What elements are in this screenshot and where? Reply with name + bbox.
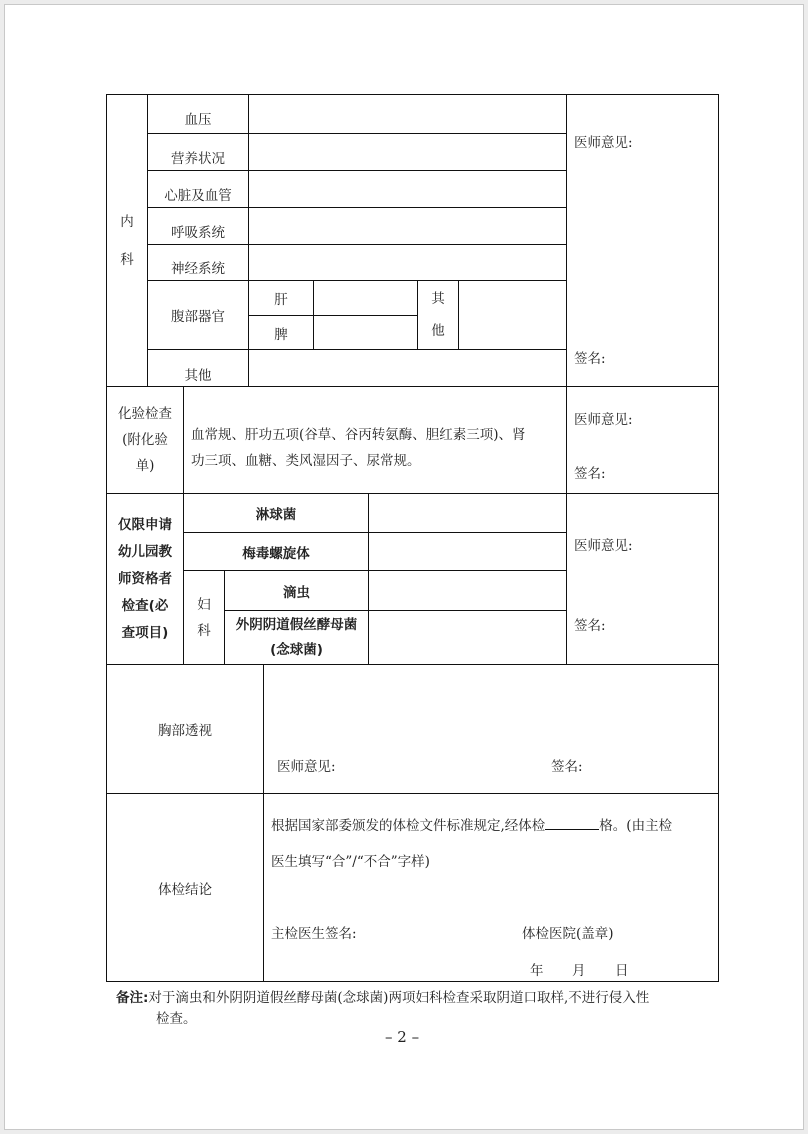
- liver-label: 肝: [248, 280, 314, 316]
- row-label-abdomen: 腹部器官: [147, 280, 249, 350]
- kindergarten-sign-label: 签名:: [574, 618, 606, 634]
- lab-sign-label: 签名:: [574, 466, 606, 482]
- chest-xray-label: 胸部透视: [106, 664, 264, 794]
- field-heart[interactable]: [248, 170, 567, 208]
- field-nutrition[interactable]: [248, 133, 567, 171]
- candida-label: 外阴阴道假丝酵母菌 (念球菌): [224, 610, 369, 665]
- kindergarten-label: 仅限申请 幼儿园教 师资格者 检查(必 查项目): [106, 493, 184, 665]
- internal-opinion-box[interactable]: [566, 94, 719, 387]
- field-nervous[interactable]: [248, 244, 567, 281]
- internal-char-2: 科: [120, 251, 134, 268]
- field-blood-pressure[interactable]: [248, 94, 567, 134]
- date-month-label: 月: [572, 963, 586, 979]
- spleen-label: 脾: [248, 315, 314, 350]
- internal-char-1: 内: [120, 213, 134, 230]
- field-gonorrhea[interactable]: [368, 493, 567, 533]
- form-page: [4, 4, 804, 1130]
- chief-doctor-sign-label: 主检医生签名:: [271, 926, 357, 942]
- conclusion-result-blank[interactable]: [545, 815, 599, 830]
- row-label-respiratory: 呼吸系统: [147, 207, 249, 245]
- gynecology-label: 妇 科: [183, 570, 225, 665]
- kindergarten-opinion-box[interactable]: [566, 493, 719, 665]
- field-candida[interactable]: [368, 610, 567, 665]
- gonorrhea-label: 淋球菌: [183, 493, 369, 533]
- chest-xray-box[interactable]: [263, 664, 719, 794]
- internal-opinion-label: 医师意见:: [574, 135, 633, 151]
- lab-label: 化验检查 (附化验 单): [106, 386, 184, 494]
- kindergarten-opinion-label: 医师意见:: [574, 538, 633, 554]
- lab-items-line-2: 功三项、血糖、类风湿因子、尿常规。: [191, 453, 421, 469]
- lab-items: [183, 386, 567, 494]
- note-label: 备注:: [116, 990, 149, 1006]
- field-liver[interactable]: [313, 280, 418, 316]
- field-spleen[interactable]: [313, 315, 418, 350]
- row-label-nutrition: 营养状况: [147, 133, 249, 171]
- trichomonas-label: 滴虫: [224, 570, 369, 611]
- conclusion-box[interactable]: [263, 793, 719, 982]
- conclusion-text-line-1: 根据国家部委颁发的体检文件标准规定,经体检 格。(由主检: [271, 814, 672, 834]
- note-line-2: 检查。: [156, 1011, 197, 1027]
- date-day-label: 日: [615, 963, 629, 979]
- field-respiratory[interactable]: [248, 207, 567, 245]
- field-syphilis[interactable]: [368, 532, 567, 571]
- conclusion-text-line-2: 医生填写“合”/“不合”字样): [271, 854, 430, 870]
- internal-sign-label: 签名:: [574, 351, 606, 367]
- field-other[interactable]: [248, 349, 567, 387]
- field-abdomen-other[interactable]: [458, 280, 567, 350]
- date-year-label: 年: [530, 963, 544, 979]
- abdomen-other-label: 其 他: [417, 280, 459, 350]
- internal-section-label: [106, 94, 148, 387]
- syphilis-label: 梅毒螺旋体: [183, 532, 369, 571]
- lab-opinion-box[interactable]: [566, 386, 719, 494]
- row-label-nervous: 神经系统: [147, 244, 249, 281]
- row-label-heart: 心脏及血管: [147, 170, 249, 208]
- chest-sign-label: 签名:: [551, 759, 583, 775]
- conclusion-label: 体检结论: [106, 793, 264, 982]
- chest-opinion-label: 医师意见:: [277, 759, 336, 775]
- row-label-blood-pressure: 血压: [147, 94, 249, 134]
- note-line-1: 备注:对于滴虫和外阴阴道假丝酵母菌(念球菌)两项妇科检查采取阴道口取样,不进行侵入性: [116, 990, 650, 1006]
- page-number: – 2 –: [385, 1028, 420, 1046]
- hospital-seal-label: 体检医院(盖章): [522, 926, 614, 942]
- lab-opinion-label: 医师意见:: [574, 412, 633, 428]
- field-trichomonas[interactable]: [368, 570, 567, 611]
- row-label-other: 其他: [147, 349, 249, 387]
- lab-items-line-1: 血常规、肝功五项(谷草、谷丙转氨酶、胆红素三项)、肾: [191, 427, 526, 443]
